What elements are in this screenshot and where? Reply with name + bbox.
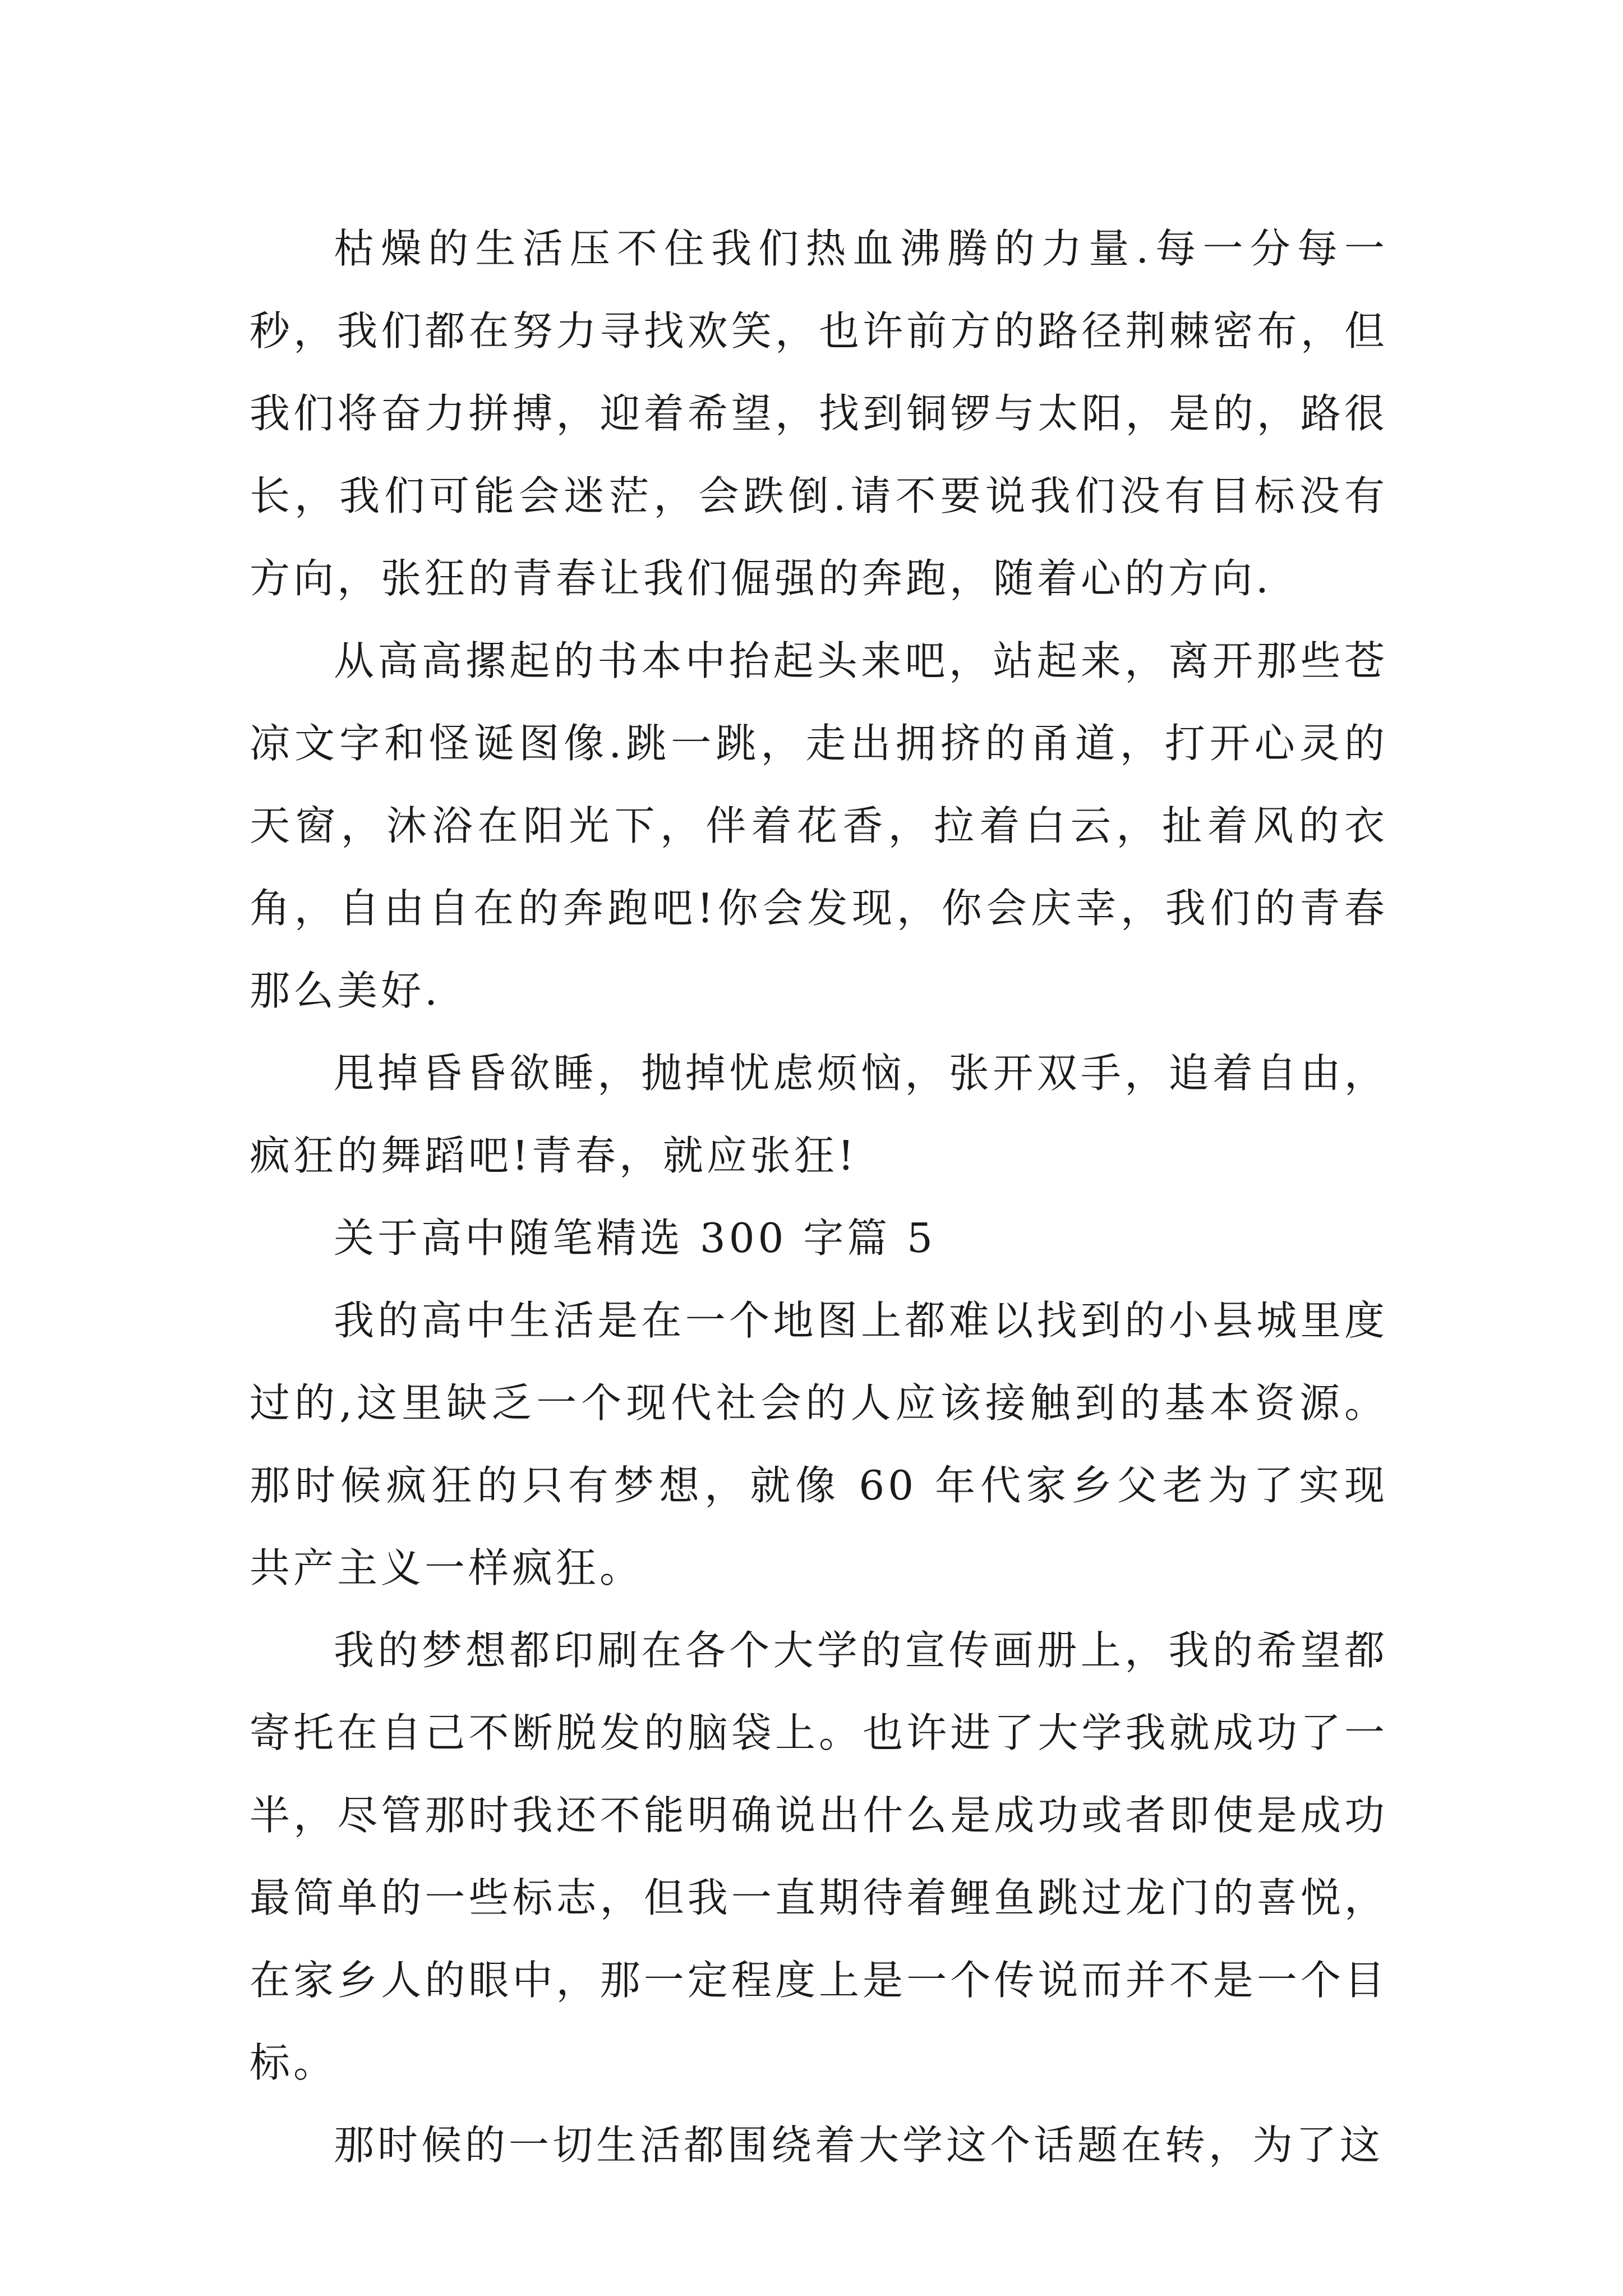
paragraph: 从高高摞起的书本中抬起头来吧，站起来，离开那些苍凉文字和怪诞图像.跳一跳，走出拥挤的甬道，打开心灵的天窗，沐浴在阳光下，伴着花香，拉着白云，扯着风的衣角，自由自在的奔跑吧!你会发现，你会庆幸，我们的青春那么美好. bbox=[250, 637, 1388, 1014]
paragraph: 那时候的一切生活都围绕着大学这个话题在转，为了这 bbox=[334, 2122, 1384, 2169]
document-page bbox=[250, 208, 1388, 2187]
section-heading: 关于高中随笔精选 300 字篇 5 bbox=[334, 1214, 936, 1262]
paragraph: 枯燥的生活压不住我们热血沸腾的力量.每一分每一秒，我们都在努力寻找欢笑，也许前方的路径荆棘密布，但我们将奋力拼搏，迎着希望，找到铜锣与太阳，是的，路很长，我们可能会迷茫，会跌倒.请不要说我们没有目标没有方向，张狂的青春让我们倔强的奔跑，随着心的方向. bbox=[250, 225, 1388, 602]
paragraph: 我的梦想都印刷在各个大学的宣传画册上，我的希望都寄托在自己不断脱发的脑袋上。也许进了大学我就成功了一半，尽管那时我还不能明确说出什么是成功或者即使是成功最简单的一些标志，但我一直期待着鲤鱼跳过龙门的喜悦，在家乡人的眼中，那一定程度上是一个传说而并不是一个目标。 bbox=[250, 1627, 1388, 2086]
paragraph: 我的高中生活是在一个地图上都难以找到的小县城里度过的,这里缺乏一个现代社会的人应该接触到的基本资源。那时候疯狂的只有梦想，就像 60 年代家乡父老为了实现共产主义一样疯狂。 bbox=[250, 1297, 1388, 1591]
paragraph: 甩掉昏昏欲睡，抛掉忧虑烦恼，张开双手，追着自由，疯狂的舞蹈吧!青春，就应张狂! bbox=[250, 1050, 1388, 1179]
